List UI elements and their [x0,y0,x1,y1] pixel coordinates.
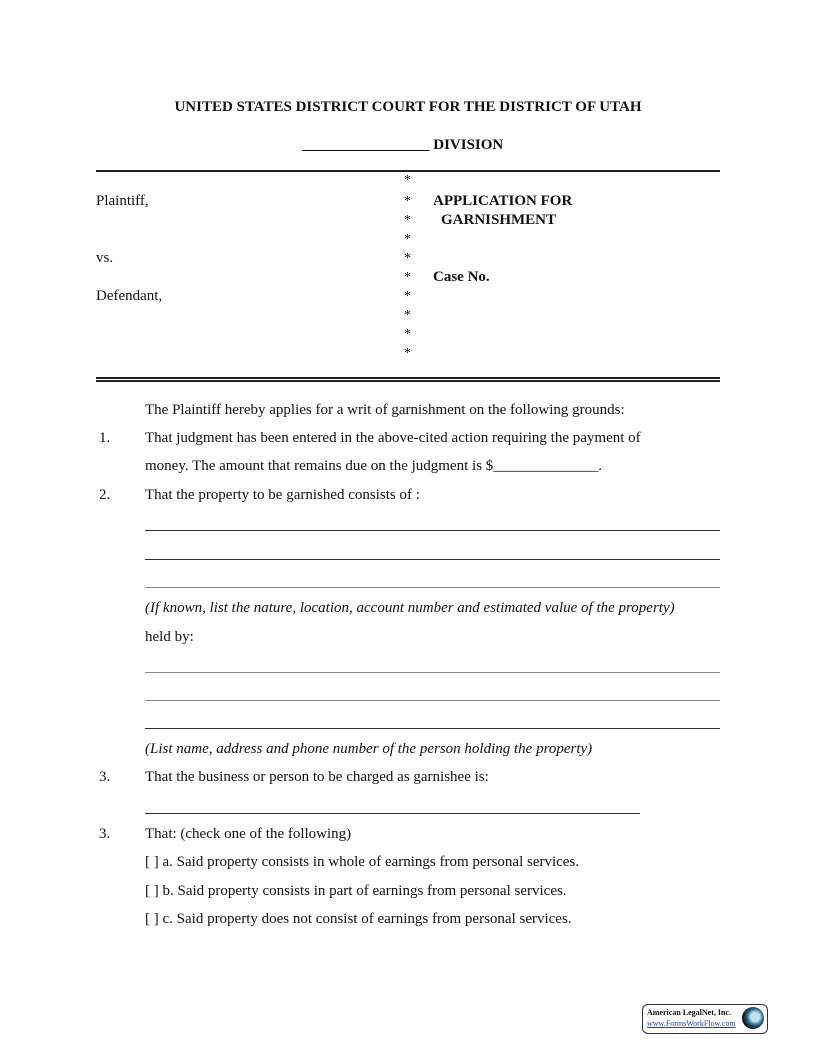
vs-label: vs. [96,250,114,266]
item-number: 3. [99,769,111,785]
division-label: DIVISION [433,137,504,153]
caption-rule-lower [96,380,720,382]
property-blank-line[interactable] [145,587,720,588]
item-number: 3. [99,826,111,842]
logo-url-link[interactable]: www.FormsWorkFlow.com [647,1019,736,1028]
held-by-label: held by: [145,629,194,645]
asterisk: * [404,270,411,285]
asterisk: * [404,251,411,266]
garnishee-blank-line[interactable] [145,813,640,814]
legalnet-logo[interactable] [642,1004,768,1034]
option-c-checkbox[interactable]: [ ] c. Said property does not consist of earnings from personal services. [145,911,572,927]
item2-text: That the property to be garnished consists of : [145,487,420,503]
holder-blank-line[interactable] [145,672,720,673]
item-number: 2. [99,487,111,503]
item1-line1: That judgment has been entered in the above-cited action requiring the payment of [145,430,641,446]
defendant-label: Defendant, [96,288,163,304]
globe-icon [742,1007,764,1029]
item3-text: That the business or person to be charged as garnishee is: [145,769,489,785]
asterisk: * [404,213,411,228]
asterisk: * [404,289,411,304]
option-a-checkbox[interactable]: [ ] a. Said property consists in whole of earnings from personal services. [145,854,580,870]
property-note: (If known, list the nature, location, account number and estimated value of the property) [145,600,675,616]
asterisk: * [404,173,411,188]
item1-line2: money. The amount that remains due on the judgment is $______________. [145,458,603,474]
option-b-checkbox[interactable]: [ ] b. Said property consists in part of earnings from personal services. [145,883,567,899]
asterisk: * [404,346,411,361]
holder-blank-line[interactable] [145,728,720,729]
item-number: 1. [99,430,111,446]
holder-blank-line[interactable] [145,700,720,701]
property-blank-line[interactable] [145,559,720,560]
caption-rule-upper [96,377,720,379]
logo-company: American LegalNet, Inc. [647,1008,731,1017]
asterisk: * [404,232,411,247]
plaintiff-label: Plaintiff, [96,193,149,209]
case-no-label: Case No. [433,269,490,285]
division-heading [302,136,503,154]
document-title-line1: APPLICATION FOR [433,193,573,209]
asterisk: * [404,308,411,323]
court-title: UNITED STATES DISTRICT COURT FOR THE DISTRICT OF UTAH [174,99,642,115]
intro-text: The Plaintiff hereby applies for a writ of garnishment on the following grounds: [145,402,625,418]
document-title-line2: GARNISHMENT [441,212,557,228]
asterisk: * [404,194,411,209]
division-blank[interactable]: _________________ [302,137,430,153]
holder-note: (List name, address and phone number of the person holding the property) [145,741,593,757]
asterisk: * [404,327,411,342]
property-blank-line[interactable] [145,530,720,531]
item4-text: That: (check one of the following) [145,826,352,842]
